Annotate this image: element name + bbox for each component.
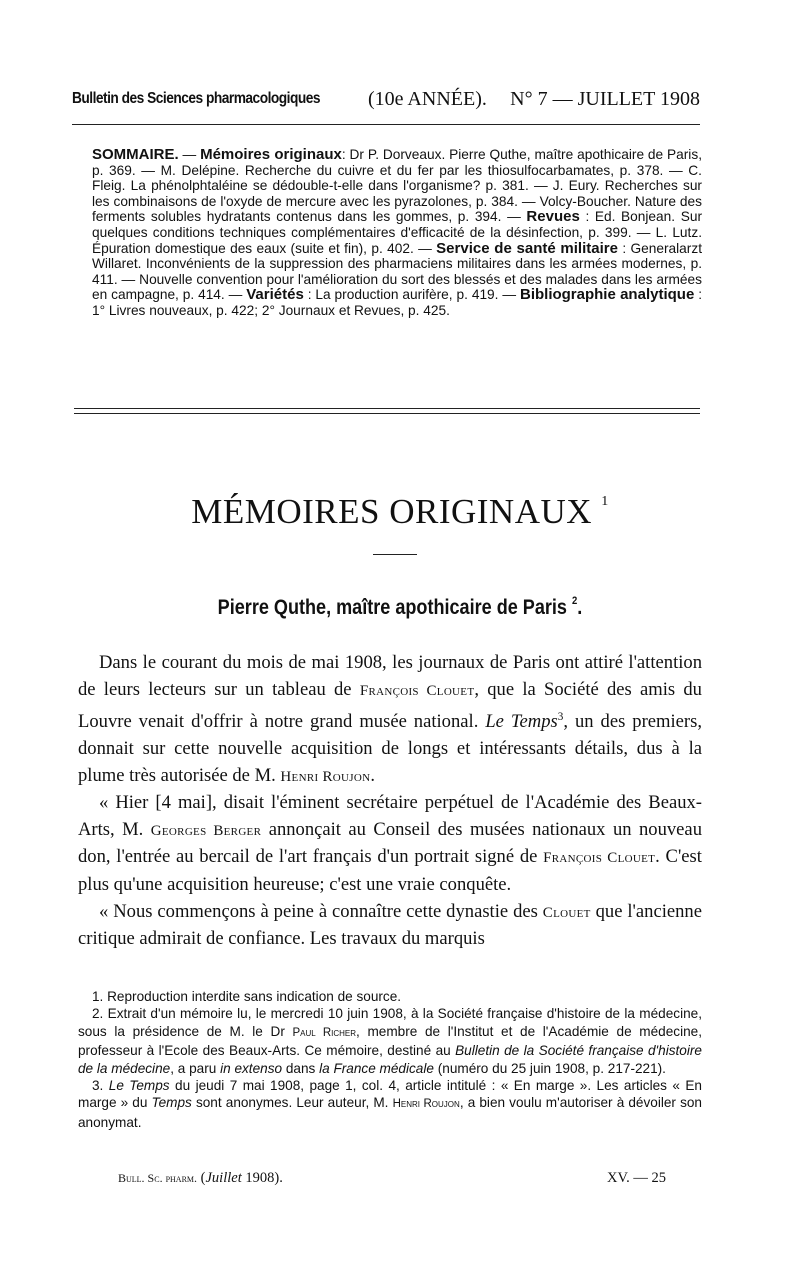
volume-year: (10e ANNÉE). [368,88,487,110]
heading-note-ref: 1 [601,494,609,509]
article-title: Pierre Quthe, maître apothicaire de Paris $^2$. [217,595,583,619]
section-service-sante: Service de santé militaire [436,239,618,257]
footnote-3: 3. Le Temps du jeudi 7 mai 1908, page 1, col. 4, article intitulé : « En marge ». Les articles « En marge » du Temps sont anonymes. Leur auteur, M. Henri Roujon, a bien voulu m'autoriser à dévoiler son anonymat. [78,1078,702,1130]
sommaire-memoires-text: : Dr P. Dorveaux. Pierre Quthe, maître apothicaire de Paris, p. 369. — M. Delépine. Recherche du cuivre et du fer par les thiosulfocarbamates, p. 378. — C. Fleig. La phénolphtaléine se dédouble-t-elle dans l'organisme? p. 381. — J. Eury. Recherches sur les combinaisons de l'oxyde de mercure avec les pyrazolones, p. 384. — Volcy-Boucher. Nature des ferments solubles hydratants contenus dans les gommes, p. 394. — [92,147,702,225]
section-revues: Revues [526,208,580,226]
article-body [78,650,702,953]
footnotes [78,988,702,1131]
issue-number: N° 7 — JUILLET 1908 [510,88,700,110]
article-title-text: Pierre Quthe, maître apothicaire de Paris [217,596,567,619]
article-title-note-ref: 2 [572,595,578,607]
running-header [72,88,700,118]
sommaire-bibliographie-text: : 1° Livres nouveaux, p. 422; 2° Journaux et Revues, p. 425. [92,287,703,318]
sommaire-varietes-text: : La production aurifère, p. 419. — [307,287,517,303]
paragraph: « Nous commençons à peine à connaître cette dynastie des Clouet que l'ancienne critique admirait de confiance. Les travaux du marquis [78,900,702,950]
heading-rule [373,554,417,555]
section-varietes: Variétés [246,286,304,304]
paragraph: Dans le courant du mois de mai 1908, les journaux de Paris ont attiré l'attention de leurs lecteurs sur un tableau de François Clouet, que la Société des amis du Louvre venait d'offrir à notre grand musée national. Le Temps$^3$, un des premiers, donnait sur cette nouvelle acquisition de longs et intéressants détails, dus à la plume très autorisée de M. Henri Roujon. [78,652,702,786]
footnote-1: 1. Reproduction interdite sans indication de source. [92,989,402,1004]
footnote-2: 2. Extrait d'un mémoire lu, le mercredi 10 juin 1908, à la Société française d'histoire de la médecine, sous la présidence de M. le Dr Paul Richer, membre de l'Institut et de l'Académie de médecine, professeur à l'Ecole des Beaux-Arts. Ce mémoire, destiné au Bulletin de la Société française d'histoire de la médecine, a paru in extenso dans la France médicale (numéro du 25 juin 1908, p. 217-221). [78,1006,702,1076]
sommaire-revues-text: : Ed. Bonjean. Sur quelques conditions techniques complémentaires d'efficacité de la désinfection, p. 399. — L. Lutz. Épuration domestique des eaux (suite et fin), p. 402. — [92,209,702,256]
sommaire-label: SOMMAIRE. [92,146,179,163]
section-heading [0,492,800,532]
header-rule [72,124,700,125]
divider-rule-thin [74,413,700,414]
paragraph: « Hier [4 mai], disait l'éminent secrétaire perpétuel de l'Académie des Beaux-Arts, M. Georges Berger annonçait au Conseil des musées nationaux un nouveau don, l'entrée au bercail de l'art français d'un portrait signé de François Clouet. C'est plus qu'une acquisition heureuse; c'est une vraie conquête. [78,792,702,895]
footer-signature: XV. — 25 [607,1170,666,1186]
table-of-contents: SOMMAIRE. — Mémoires originaux: Dr P. Dorveaux. Pierre Quthe, maître apothicaire de Paris, p. 369. — M. Delépine. Recherche du cuivre et du fer par les thiosulfocarbamates, p. 378. — C. Fleig. La phénolphtaléine se dédouble-t-elle dans l'organisme? p. 381. — J. Eury. Recherches sur les combinaisons de l'oxyde de mercure avec les pyrazolones, p. 384. — Volcy-Boucher. Nature des ferments solubles hydratants contenus dans les gommes, p. 394. — Revues : Ed. Bonjean. Sur quelques conditions techniques complémentaires d'efficacité de la désinfection, p. 399. — L. Lutz. Épuration domestique des eaux (suite et fin), p. 402. — Service de santé militaire : Generalarzt Willaret. Inconvénients de la suppression des pharmaciens militaires dans les armées modernes, p. 411. — Nouvelle convention pour l'amélioration du sort des blessés et des malades dans les armées en campagne, p. 414. — Variétés : La production aurifère, p. 419. — Bibliographie analytique : 1° Livres nouveaux, p. 422; 2° Journaux et Revues, p. 425. [92,146,703,318]
footer-citation: Bull. Sc. pharm. (Juillet 1908). [118,1170,283,1186]
journal-title: Bulletin des Sciences pharmacologiques [72,90,321,107]
heading-text: MÉMOIRES ORIGINAUX [191,492,593,531]
section-bibliographie: Bibliographie analytique [519,286,695,304]
divider-rule [74,408,700,409]
sommaire-service-text: : Generalarzt Willaret. Inconvénients de la suppression des pharmaciens militaires dans les armées modernes, p. 411. — Nouvelle convention pour l'amélioration du sort des blessés et des malades dans les armées en campagne, p. 414. — [92,240,703,303]
section-memoires: Mémoires originaux [200,146,342,163]
